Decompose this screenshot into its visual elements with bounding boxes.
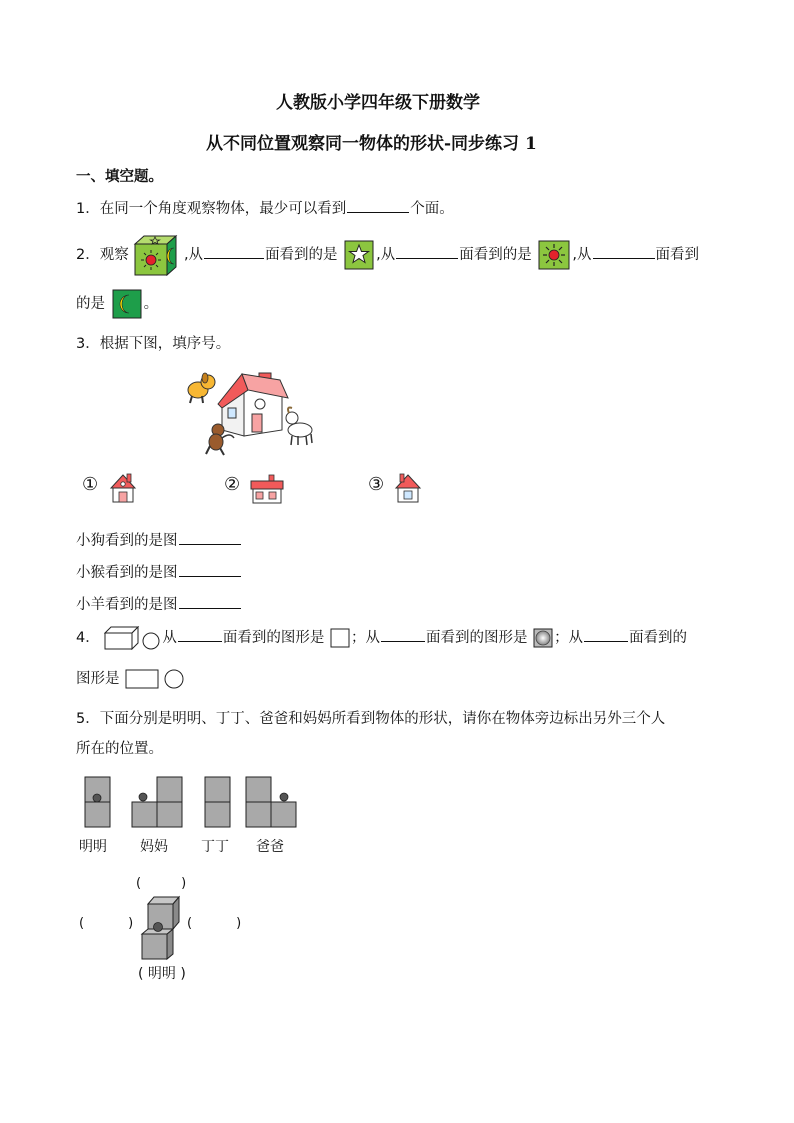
question-2-line-2 (76, 288, 158, 320)
q4-blank-3[interactable] (584, 627, 628, 642)
mingming-view-icon (84, 776, 112, 828)
q2-blank-2[interactable] (396, 244, 458, 259)
goat-answer-line (76, 593, 242, 614)
paren-close-right: ) (236, 916, 242, 931)
q4-from-1: 从 (162, 630, 177, 646)
sun-face-icon (538, 240, 570, 270)
q4-blank-1[interactable] (178, 627, 222, 642)
q2-text: 2．观察 (76, 247, 129, 263)
dingding-view-icon (204, 776, 232, 828)
position-blank-left[interactable] (79, 916, 133, 931)
paren-open-bottom: ( (138, 966, 144, 982)
q4-seen-3: 面看到的 (629, 630, 688, 646)
stacked-cubes-icon (140, 894, 184, 962)
dog-answer-text: 小狗看到的是图 (76, 533, 178, 549)
question-3: 3．根据下图，填序号。 (76, 336, 231, 352)
option-2-label: ② (224, 474, 241, 495)
q1-answer-blank[interactable] (347, 198, 409, 213)
q1-text: 1．在同一个角度观察物体，最少可以看到 (76, 201, 347, 217)
page-title: 人教版小学四年级下册数学 (276, 93, 480, 113)
question-5: 5．下面分别是明明、丁丁、爸爸和妈妈所看到物体的形状，请你在物体旁边标出另外三个人 (76, 711, 666, 727)
house-view-2-icon (249, 474, 285, 504)
house-view-1-icon (108, 472, 138, 504)
q4-from-2: ；从 (350, 630, 380, 646)
monkey-answer-text: 小猴看到的是图 (76, 565, 178, 581)
q4-number: 4． (76, 630, 100, 646)
house-view-3-icon (393, 472, 423, 504)
q2-seen-2: 面看到的是 (459, 247, 532, 263)
q4-line2-text: 图形是 (76, 671, 120, 687)
star-face-icon (344, 240, 374, 270)
rectangle-and-circle-icon (124, 667, 186, 691)
bottom-person-label: 明明 (147, 966, 176, 982)
question-4-line-2 (76, 666, 186, 692)
q2-from-1: ,从 (183, 247, 204, 263)
person-label-mingming: 明明 (79, 839, 107, 855)
q2-from-2: ,从 (376, 247, 396, 263)
section-heading: 一、填空题。 (76, 168, 163, 185)
q2-from-3: ,从 (572, 247, 592, 263)
paren-close-top: ) (181, 876, 187, 891)
dog-figure (188, 373, 215, 403)
position-blank-right[interactable] (187, 916, 241, 931)
person-label-baba: 爸爸 (256, 839, 284, 855)
paren-open-right: ( (187, 916, 193, 931)
question-5-line-2: 所在的位置。 (76, 741, 163, 757)
cuboid-and-ball-icon (104, 626, 162, 650)
q4-seen-2: 面看到的图形是 (425, 630, 528, 646)
mama-view-icon (131, 776, 184, 828)
q2-line2-end: 。 (143, 296, 159, 312)
paren-close-left: ) (128, 916, 134, 931)
position-blank-top[interactable] (136, 876, 186, 891)
person-label-dingding: 丁丁 (201, 839, 229, 855)
monkey-answer-blank[interactable] (179, 562, 241, 577)
paren-open-top: ( (136, 876, 142, 891)
question-4 (76, 624, 687, 652)
square-with-ball-icon (532, 627, 554, 649)
q4-from-3: ；从 (554, 630, 584, 646)
q4-blank-2[interactable] (381, 627, 425, 642)
option-3-label: ③ (368, 474, 385, 495)
goat-answer-text: 小羊看到的是图 (76, 597, 178, 613)
square-shape-icon (329, 627, 351, 649)
option-1-label: ① (82, 474, 99, 495)
question-2 (76, 234, 699, 270)
question-1 (76, 197, 454, 218)
baba-view-icon (245, 776, 298, 828)
paren-open-left: ( (79, 916, 85, 931)
q1-text-end: 个面。 (410, 201, 454, 217)
goat-figure (286, 408, 312, 445)
person-label-mama: 妈妈 (140, 839, 168, 855)
q2-seen-3: 面看到 (655, 247, 699, 263)
q4-seen-1: 面看到的图形是 (222, 630, 325, 646)
paren-close-bottom: ) (180, 966, 186, 982)
dog-answer-line (76, 529, 242, 550)
page-subtitle: 从不同位置观察同一物体的形状-同步练习 1 (206, 134, 537, 154)
cube-icon (133, 234, 179, 276)
goat-answer-blank[interactable] (179, 594, 241, 609)
monkey-answer-line (76, 561, 242, 582)
house-scene-illustration (184, 368, 319, 458)
q2-line2-text: 的是 (76, 296, 105, 312)
position-label-bottom (138, 963, 186, 983)
moon-face-icon (112, 289, 142, 319)
dog-answer-blank[interactable] (179, 530, 241, 545)
q2-seen-1: 面看到的是 (265, 247, 338, 263)
q2-blank-1[interactable] (204, 244, 264, 259)
q2-blank-3[interactable] (593, 244, 655, 259)
